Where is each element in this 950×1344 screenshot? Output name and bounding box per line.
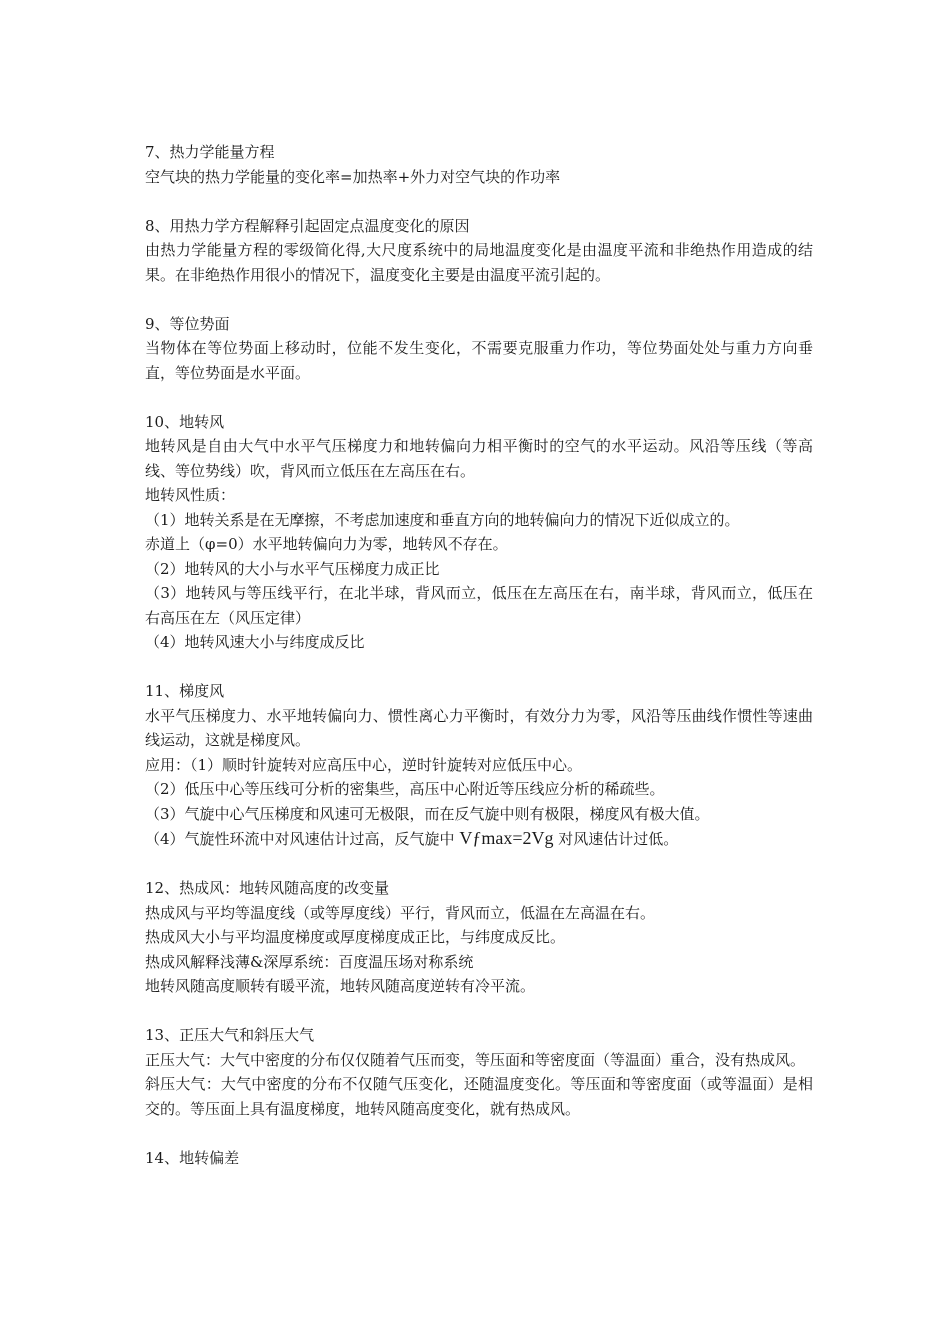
paragraph-line: （3）地转风与等压线平行，在北半球，背风而立，低压在左高压在右，南半球，背风而立，低压在右高压在左（风压定律） <box>145 584 813 627</box>
paragraph-line: 热成风解释浅薄&深厚系统：百度温压场对称系统 <box>145 952 474 971</box>
section-heading: 11、梯度风 <box>145 682 225 700</box>
paragraph-line: 热成风与平均等温度线（或等厚度线）平行，背风而立，低温在左高温在右。 <box>145 903 656 922</box>
section-11 <box>145 679 813 852</box>
section-heading: 9、等位势面 <box>145 314 230 333</box>
section-heading: 8、用热力学方程解释引起固定点温度变化的原因 <box>145 216 470 235</box>
paragraph-line: 地转风性质： <box>145 486 236 504</box>
paragraph-line: 水平气压梯度力、水平地转偏向力、惯性离心力平衡时，有效分力为零，风沿等压曲线作惯性等速曲线运动，这就是梯度风。 <box>145 706 813 749</box>
section-8 <box>145 214 813 288</box>
formula-line <box>145 826 813 852</box>
formula-line-prefix: （4）气旋性环流中对风速估计过高，反气旋中 <box>145 830 460 848</box>
paragraph-line: 赤道上（φ=0）水平地转偏向力为零，地转风不存在。 <box>145 535 508 553</box>
paragraph-line: 空气块的热力学能量的变化率=加热率+外力对空气块的作功率 <box>145 167 561 186</box>
paragraph-line: 斜压大气：大气中密度的分布不仅随气压变化，还随温度变化。等压面和等密度面（或等温面）是相交的。等压面上具有温度梯度，地转风随高度变化，就有热成风。 <box>145 1075 813 1118</box>
section-heading: 13、正压大气和斜压大气 <box>145 1026 315 1044</box>
section-heading: 14、地转偏差 <box>145 1148 240 1167</box>
paragraph-line: 正压大气：大气中密度的分布仅仅随着气压而变，等压面和等密度面（等温面）重合，没有热成风。 <box>145 1050 806 1069</box>
paragraph-line: 应用：（1）顺时针旋转对应高压中心，逆时针旋转对应低压中心。 <box>145 755 583 774</box>
section-heading: 12、热成风：地转风随高度的改变量 <box>145 879 390 897</box>
paragraph-line: （4）地转风速大小与纬度成反比 <box>145 633 365 651</box>
gradient-wind-formula: Vƒmax=2Vg <box>459 828 554 848</box>
formula-line-suffix: 对风速估计过低。 <box>553 830 679 848</box>
paragraph-line: 地转风是自由大气中水平气压梯度力和地转偏向力相平衡时的空气的水平运动。风沿等压线（等高线、等位势线）吹，背风而立低压在左高压在右。 <box>145 437 813 480</box>
section-10 <box>145 410 813 655</box>
document-page <box>145 140 813 1195</box>
section-14 <box>145 1146 813 1171</box>
paragraph-line: 当物体在等位势面上移动时，位能不发生变化，不需要克服重力作功，等位势面处处与重力方向垂直，等位势面是水平面。 <box>145 339 813 382</box>
paragraph-line: （2）地转风的大小与水平气压梯度力成正比 <box>145 559 440 578</box>
section-13 <box>145 1023 813 1121</box>
paragraph-line: 地转风随高度顺转有暖平流，地转风随高度逆转有冷平流。 <box>145 977 536 995</box>
section-9 <box>145 312 813 386</box>
paragraph-line: （2）低压中心等压线可分析的密集些，高压中心附近等压线应分析的稀疏些。 <box>145 780 665 798</box>
paragraph-line: （1）地转关系是在无摩擦，不考虑加速度和垂直方向的地转偏向力的情况下近似成立的。 <box>145 510 740 529</box>
paragraph-line: （3）气旋中心气压梯度和风速可无极限，而在反气旋中则有极限，梯度风有极大值。 <box>145 804 710 823</box>
section-heading: 10、地转风 <box>145 412 225 431</box>
section-12 <box>145 876 813 999</box>
section-7 <box>145 140 813 189</box>
section-heading: 7、热力学能量方程 <box>145 143 275 161</box>
paragraph-line: 热成风大小与平均温度梯度或厚度梯度成正比，与纬度成反比。 <box>145 928 566 946</box>
paragraph-line: 由热力学能量方程的零级简化得,大尺度系统中的局地温度变化是由温度平流和非绝热作用造成的结果。在非绝热作用很小的情况下，温度变化主要是由温度平流引起的。 <box>145 241 813 284</box>
